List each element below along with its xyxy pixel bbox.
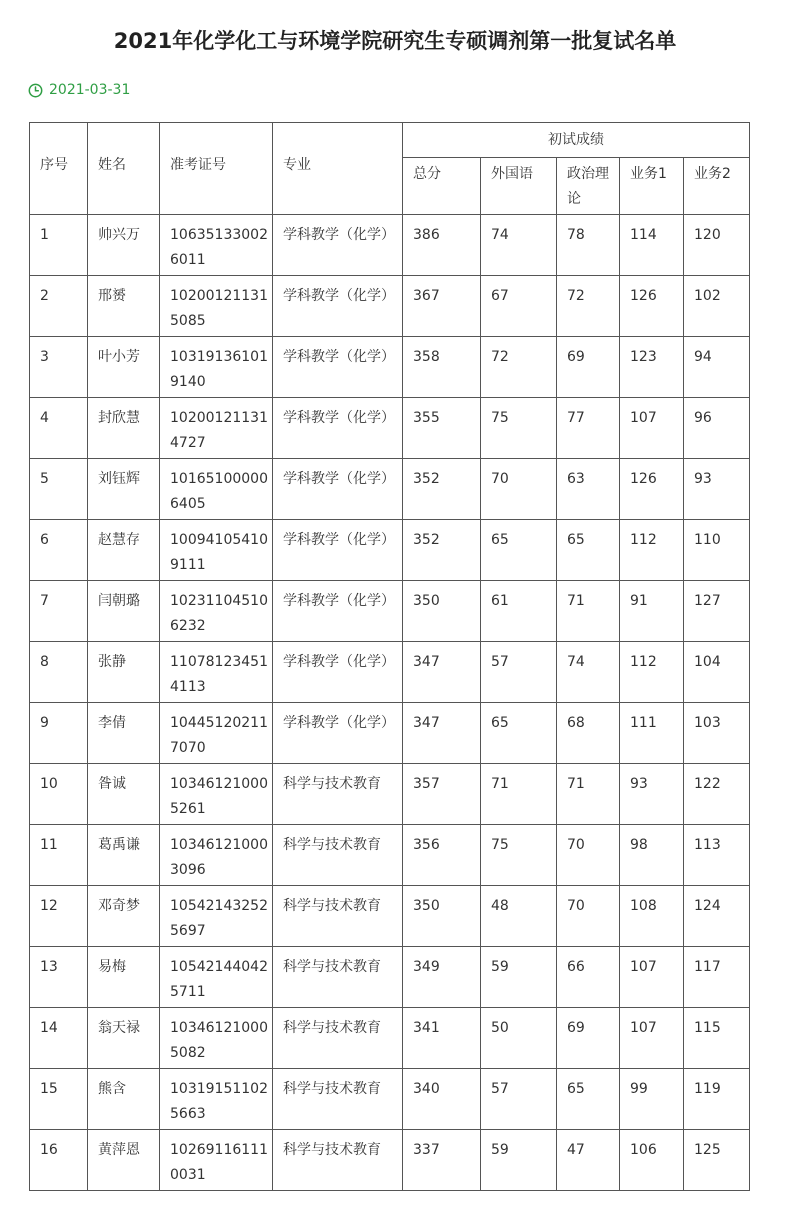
table-row xyxy=(30,1008,750,1069)
cell-foreign-language: 50 xyxy=(481,1008,557,1069)
table-row xyxy=(30,642,750,703)
cell-total: 355 xyxy=(403,398,481,459)
cell-name: 翁天禄 xyxy=(88,1008,160,1069)
cell-foreign-language: 71 xyxy=(481,764,557,825)
header-business2: 业务2 xyxy=(684,158,750,215)
cell-total: 358 xyxy=(403,337,481,398)
cell-business2: 113 xyxy=(684,825,750,886)
cell-business2: 124 xyxy=(684,886,750,947)
cell-no: 12 xyxy=(30,886,88,947)
cell-foreign-language: 75 xyxy=(481,398,557,459)
cell-no: 8 xyxy=(30,642,88,703)
cell-politics: 70 xyxy=(557,886,620,947)
cell-no: 4 xyxy=(30,398,88,459)
publish-date xyxy=(28,79,130,101)
cell-exam-id: 104451202117070 xyxy=(160,703,273,764)
cell-business1: 126 xyxy=(620,276,684,337)
table-row xyxy=(30,276,750,337)
cell-no: 6 xyxy=(30,520,88,581)
cell-exam-id: 103461210003096 xyxy=(160,825,273,886)
cell-name: 黄萍恩 xyxy=(88,1130,160,1191)
cell-major: 科学与技术教育 xyxy=(273,886,403,947)
cell-business2: 96 xyxy=(684,398,750,459)
cell-exam-id: 110781234514113 xyxy=(160,642,273,703)
cell-total: 341 xyxy=(403,1008,481,1069)
cell-business2: 120 xyxy=(684,215,750,276)
cell-exam-id: 105421440425711 xyxy=(160,947,273,1008)
cell-name: 邢赟 xyxy=(88,276,160,337)
cell-name: 张静 xyxy=(88,642,160,703)
cell-foreign-language: 67 xyxy=(481,276,557,337)
cell-politics: 71 xyxy=(557,581,620,642)
cell-business1: 93 xyxy=(620,764,684,825)
cell-major: 学科教学（化学） xyxy=(273,703,403,764)
header-total: 总分 xyxy=(403,158,481,215)
cell-business2: 94 xyxy=(684,337,750,398)
table-row xyxy=(30,215,750,276)
cell-business2: 103 xyxy=(684,703,750,764)
cell-name: 昝诚 xyxy=(88,764,160,825)
cell-major: 学科教学（化学） xyxy=(273,398,403,459)
cell-major: 学科教学（化学） xyxy=(273,520,403,581)
cell-foreign-language: 65 xyxy=(481,703,557,764)
cell-business2: 117 xyxy=(684,947,750,1008)
cell-exam-id: 101651000006405 xyxy=(160,459,273,520)
table-row xyxy=(30,459,750,520)
cell-major: 科学与技术教育 xyxy=(273,1130,403,1191)
cell-name: 刘钰辉 xyxy=(88,459,160,520)
cell-major: 学科教学（化学） xyxy=(273,276,403,337)
cell-name: 帅兴万 xyxy=(88,215,160,276)
table-row xyxy=(30,947,750,1008)
cell-name: 赵慧存 xyxy=(88,520,160,581)
cell-exam-id: 102691161110031 xyxy=(160,1130,273,1191)
table-row xyxy=(30,886,750,947)
cell-total: 352 xyxy=(403,459,481,520)
cell-politics: 71 xyxy=(557,764,620,825)
cell-politics: 69 xyxy=(557,1008,620,1069)
cell-no: 7 xyxy=(30,581,88,642)
cell-business1: 111 xyxy=(620,703,684,764)
cell-business1: 99 xyxy=(620,1069,684,1130)
cell-no: 14 xyxy=(30,1008,88,1069)
cell-business1: 91 xyxy=(620,581,684,642)
cell-business2: 93 xyxy=(684,459,750,520)
cell-total: 350 xyxy=(403,581,481,642)
cell-politics: 65 xyxy=(557,520,620,581)
cell-major: 科学与技术教育 xyxy=(273,764,403,825)
cell-business1: 123 xyxy=(620,337,684,398)
cell-foreign-language: 59 xyxy=(481,947,557,1008)
cell-business2: 110 xyxy=(684,520,750,581)
table-row xyxy=(30,398,750,459)
cell-foreign-language: 61 xyxy=(481,581,557,642)
header-business1: 业务1 xyxy=(620,158,684,215)
cell-major: 科学与技术教育 xyxy=(273,825,403,886)
cell-foreign-language: 75 xyxy=(481,825,557,886)
publish-date-text: 2021-03-31 xyxy=(49,82,131,98)
cell-foreign-language: 70 xyxy=(481,459,557,520)
cell-no: 2 xyxy=(30,276,88,337)
cell-exam-id: 100941054109111 xyxy=(160,520,273,581)
cell-business1: 114 xyxy=(620,215,684,276)
page-title: 2021年化学化工与环境学院研究生专硕调剂第一批复试名单 xyxy=(113,29,677,53)
cell-foreign-language: 65 xyxy=(481,520,557,581)
table-row xyxy=(30,825,750,886)
cell-total: 356 xyxy=(403,825,481,886)
cell-business2: 115 xyxy=(684,1008,750,1069)
cell-business1: 107 xyxy=(620,398,684,459)
table-row xyxy=(30,1069,750,1130)
cell-business2: 125 xyxy=(684,1130,750,1191)
cell-major: 科学与技术教育 xyxy=(273,947,403,1008)
cell-total: 349 xyxy=(403,947,481,1008)
cell-politics: 70 xyxy=(557,825,620,886)
table-row xyxy=(30,1130,750,1191)
cell-business1: 107 xyxy=(620,1008,684,1069)
header-major: 专业 xyxy=(273,123,403,215)
cell-no: 10 xyxy=(30,764,88,825)
header-no: 序号 xyxy=(30,123,88,215)
cell-foreign-language: 72 xyxy=(481,337,557,398)
cell-total: 352 xyxy=(403,520,481,581)
cell-business1: 106 xyxy=(620,1130,684,1191)
cell-business2: 104 xyxy=(684,642,750,703)
cell-name: 葛禹谦 xyxy=(88,825,160,886)
cell-exam-id: 103191361019140 xyxy=(160,337,273,398)
cell-exam-id: 102001211315085 xyxy=(160,276,273,337)
cell-total: 386 xyxy=(403,215,481,276)
cell-business1: 108 xyxy=(620,886,684,947)
cell-politics: 66 xyxy=(557,947,620,1008)
cell-exam-id: 103461210005261 xyxy=(160,764,273,825)
cell-major: 学科教学（化学） xyxy=(273,459,403,520)
cell-business1: 107 xyxy=(620,947,684,1008)
header-initial-scores: 初试成绩 xyxy=(403,123,750,158)
cell-foreign-language: 59 xyxy=(481,1130,557,1191)
cell-major: 学科教学（化学） xyxy=(273,215,403,276)
cell-foreign-language: 57 xyxy=(481,642,557,703)
cell-politics: 78 xyxy=(557,215,620,276)
cell-exam-id: 103461210005082 xyxy=(160,1008,273,1069)
cell-no: 16 xyxy=(30,1130,88,1191)
cell-no: 3 xyxy=(30,337,88,398)
table-row xyxy=(30,520,750,581)
cell-exam-id: 102001211314727 xyxy=(160,398,273,459)
cell-name: 叶小芳 xyxy=(88,337,160,398)
cell-total: 350 xyxy=(403,886,481,947)
cell-no: 11 xyxy=(30,825,88,886)
cell-name: 邓奇梦 xyxy=(88,886,160,947)
cell-name: 熊含 xyxy=(88,1069,160,1130)
cell-no: 9 xyxy=(30,703,88,764)
cell-business2: 122 xyxy=(684,764,750,825)
cell-no: 1 xyxy=(30,215,88,276)
header-politics: 政治理论 xyxy=(557,158,620,215)
table-row xyxy=(30,764,750,825)
cell-business1: 126 xyxy=(620,459,684,520)
cell-foreign-language: 57 xyxy=(481,1069,557,1130)
cell-politics: 65 xyxy=(557,1069,620,1130)
cell-politics: 74 xyxy=(557,642,620,703)
table-header-row xyxy=(30,123,750,158)
cell-exam-id: 106351330026011 xyxy=(160,215,273,276)
cell-business1: 112 xyxy=(620,520,684,581)
cell-no: 15 xyxy=(30,1069,88,1130)
clock-icon xyxy=(28,83,43,98)
cell-major: 学科教学（化学） xyxy=(273,642,403,703)
table-body xyxy=(30,215,750,1191)
cell-business2: 127 xyxy=(684,581,750,642)
cell-business1: 98 xyxy=(620,825,684,886)
cell-major: 学科教学（化学） xyxy=(273,337,403,398)
cell-total: 367 xyxy=(403,276,481,337)
header-foreign-language: 外国语 xyxy=(481,158,557,215)
cell-no: 13 xyxy=(30,947,88,1008)
cell-exam-id: 102311045106232 xyxy=(160,581,273,642)
cell-politics: 63 xyxy=(557,459,620,520)
cell-politics: 47 xyxy=(557,1130,620,1191)
cell-total: 337 xyxy=(403,1130,481,1191)
cell-politics: 69 xyxy=(557,337,620,398)
cell-major: 科学与技术教育 xyxy=(273,1008,403,1069)
cell-total: 340 xyxy=(403,1069,481,1130)
cell-name: 易梅 xyxy=(88,947,160,1008)
cell-no: 5 xyxy=(30,459,88,520)
cell-business2: 119 xyxy=(684,1069,750,1130)
cell-politics: 68 xyxy=(557,703,620,764)
cell-foreign-language: 48 xyxy=(481,886,557,947)
table-row xyxy=(30,703,750,764)
cell-major: 科学与技术教育 xyxy=(273,1069,403,1130)
retest-list-table xyxy=(29,122,750,1191)
cell-business2: 102 xyxy=(684,276,750,337)
cell-foreign-language: 74 xyxy=(481,215,557,276)
cell-politics: 77 xyxy=(557,398,620,459)
cell-major: 学科教学（化学） xyxy=(273,581,403,642)
header-exam-id: 准考证号 xyxy=(160,123,273,215)
header-name: 姓名 xyxy=(88,123,160,215)
cell-total: 347 xyxy=(403,642,481,703)
cell-name: 李倩 xyxy=(88,703,160,764)
table-row xyxy=(30,337,750,398)
cell-politics: 72 xyxy=(557,276,620,337)
table-row xyxy=(30,581,750,642)
cell-total: 347 xyxy=(403,703,481,764)
cell-business1: 112 xyxy=(620,642,684,703)
cell-total: 357 xyxy=(403,764,481,825)
cell-exam-id: 103191511025663 xyxy=(160,1069,273,1130)
cell-name: 闫朝璐 xyxy=(88,581,160,642)
cell-name: 封欣慧 xyxy=(88,398,160,459)
cell-exam-id: 105421432525697 xyxy=(160,886,273,947)
